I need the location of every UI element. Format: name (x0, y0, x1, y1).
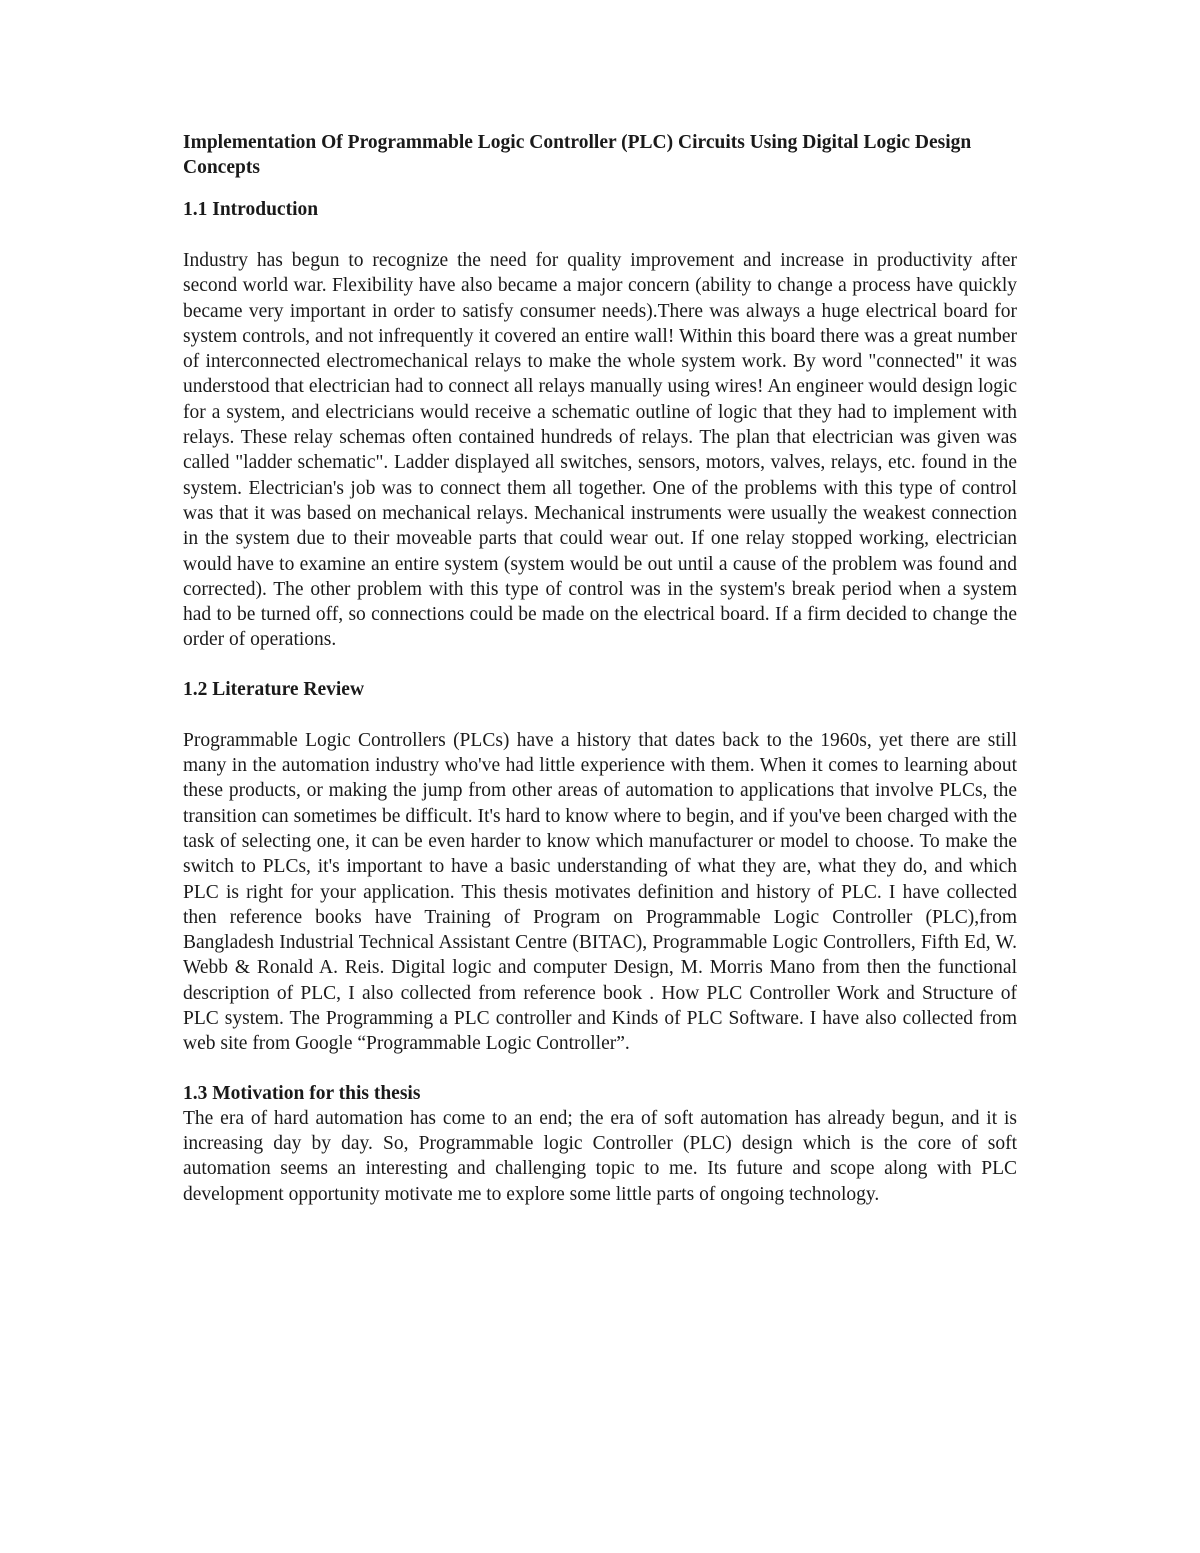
section-body-literature-review: Programmable Logic Controllers (PLCs) have a history that dates back to the 1960s, yet there are still many in the automation industry who've had little experience with them. When it comes to learning about these products, or making the jump from other areas of automation to applications that involve PLCs, the transition can sometimes be difficult. It's hard to know where to begin, and if you've been charged with the task of selecting one, it can be even harder to know which manufacturer or model to choose. To make the switch to PLCs, it's important to have a basic understanding of what they are, what they do, and which PLC is right for your application. This thesis motivates definition and history of PLC. I have collected then reference books have Training of Program on Programmable Logic Controller (PLC),from Bangladesh Industrial Technical Assistant Centre (BITAC), Programmable Logic Controllers, Fifth Ed, W. Webb & Ronald A. Reis. Digital logic and computer Design, M. Morris Mano from then the functional description of PLC, I also collected from reference book . How PLC Controller Work and Structure of PLC system. The Programming a PLC controller and Kinds of PLC Software. I have also collected from web site from Google “Programmable Logic Controller”. (183, 729, 1017, 1055)
section-body-introduction: Industry has begun to recognize the need for quality improvement and increase in productivity after second world war. Flexibility have also became a major concern (ability to change a process have quickly became very important in order to satisfy consumer needs).There was always a huge electrical board for system controls, and not infrequently it covered an entire wall! Within this board there was a great number of interconnected electromechanical relays to make the whole system work. By word "connected" it was understood that electrician had to connect all relays manually using wires! An engineer would design logic for a system, and electricians would receive a schematic outline of logic that they had to implement with relays. These relay schemas often contained hundreds of relays. The plan that electrician was given was called "ladder schematic". Ladder displayed all switches, sensors, motors, valves, relays, etc. found in the system. Electrician's job was to connect them all together. One of the problems with this type of control was that it was based on mechanical relays. Mechanical instruments were usually the weakest connection in the system due to their moveable parts that could wear out. If one relay stopped working, electrician would have to examine an entire system (system would be out until a cause of the problem was found and corrected). The other problem with this type of control was in the system's break period when a system had to be turned off, so connections could be made on the electrical board. If a firm decided to change the order of operations. (183, 250, 1017, 651)
section-body-motivation: The era of hard automation has come to an end; the era of soft automation has already begun, and it is increasing day by day. So, Programmable logic Controller (PLC) design which is the core of soft automation seems an interesting and challenging topic to me. Its future and scope along with PLC development opportunity motivate me to explore some little parts of ongoing technology. (183, 1107, 1017, 1205)
section-heading-motivation: 1.3 Motivation for this thesis (183, 1082, 421, 1104)
document-page (183, 130, 1017, 1207)
section-heading-introduction: 1.1 Introduction (183, 199, 319, 220)
document-title: Implementation Of Programmable Logic Controller (PLC) Circuits Using Digital Logic Design Concepts (183, 132, 972, 178)
section-heading-literature-review: 1.2 Literature Review (183, 678, 365, 700)
